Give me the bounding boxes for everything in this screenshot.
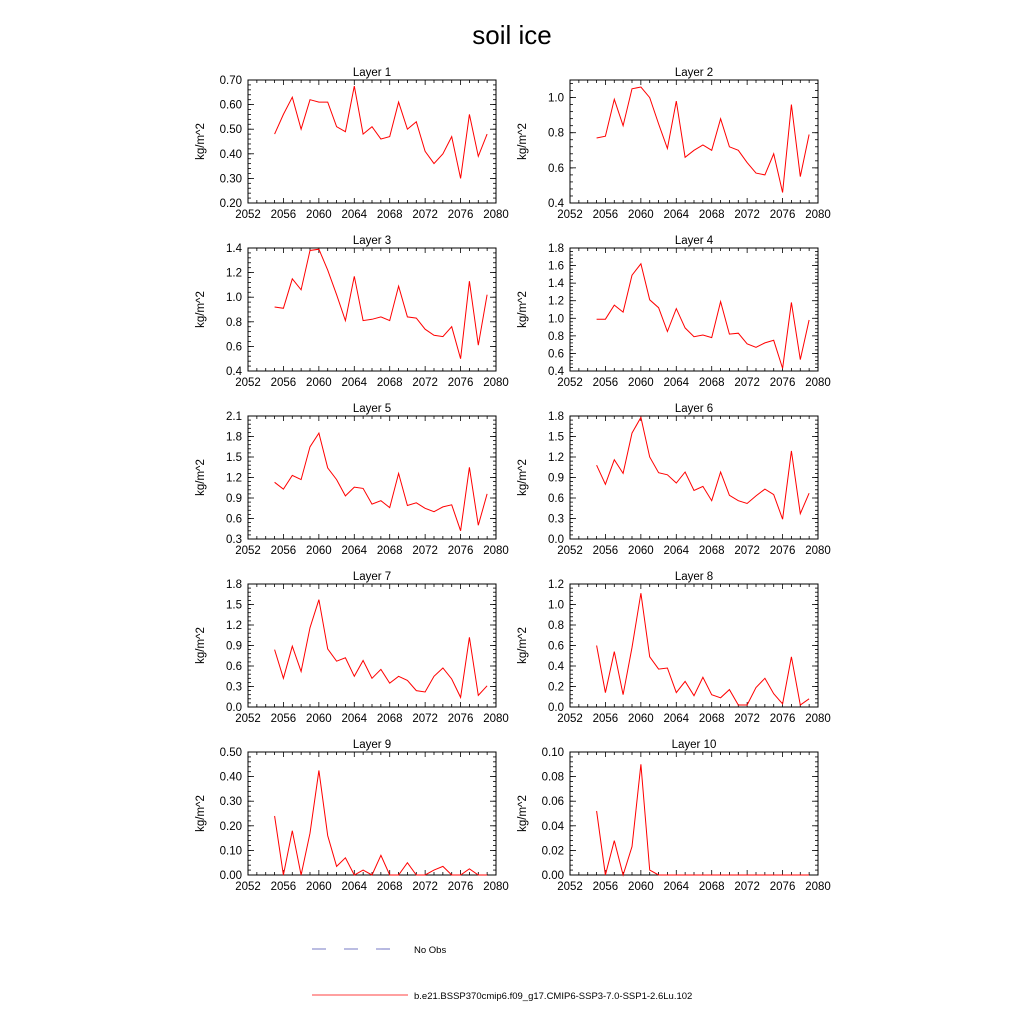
x-tick-label: 2056 bbox=[592, 209, 619, 221]
panel-layer-4 bbox=[517, 235, 831, 389]
y-tick-label: 0.6 bbox=[226, 661, 242, 673]
y-axis-label: kg/m^2 bbox=[195, 123, 207, 160]
y-tick-label: 0.6 bbox=[548, 640, 564, 653]
y-axis-label: kg/m^2 bbox=[195, 627, 207, 664]
y-tick-label: 0.0 bbox=[226, 702, 242, 714]
y-tick-label: 0.8 bbox=[548, 330, 564, 343]
legend-obs-label: No Obs bbox=[414, 945, 447, 956]
x-tick-label: 2072 bbox=[412, 377, 438, 389]
y-tick-label: 0.4 bbox=[548, 198, 564, 210]
x-tick-label: 2080 bbox=[483, 377, 509, 389]
y-axis-label: kg/m^2 bbox=[195, 291, 207, 328]
panel-layer-3 bbox=[195, 235, 509, 389]
x-tick-label: 2072 bbox=[734, 881, 760, 893]
y-tick-label: 1.2 bbox=[548, 295, 564, 308]
panels-group bbox=[195, 67, 831, 893]
panel-title: Layer 7 bbox=[352, 571, 392, 583]
y-tick-label: 0.60 bbox=[219, 99, 242, 112]
y-tick-label: 0.70 bbox=[219, 75, 242, 87]
x-tick-label: 2052 bbox=[557, 209, 583, 221]
x-tick-label: 2056 bbox=[592, 545, 619, 557]
x-tick-label: 2076 bbox=[769, 545, 796, 557]
y-tick-label: 1.6 bbox=[548, 260, 564, 273]
panel-title: Layer 8 bbox=[674, 571, 714, 583]
y-axis-label: kg/m^2 bbox=[195, 795, 207, 832]
figure-title: soil ice bbox=[472, 20, 552, 50]
y-tick-label: 1.8 bbox=[548, 243, 564, 255]
x-tick-label: 2072 bbox=[734, 209, 760, 221]
plot-frame bbox=[248, 416, 496, 539]
y-tick-label: 0.20 bbox=[219, 198, 242, 210]
x-tick-label: 2060 bbox=[306, 881, 332, 893]
x-tick-label: 2076 bbox=[447, 209, 474, 221]
x-tick-label: 2060 bbox=[628, 881, 654, 893]
y-axis-label: kg/m^2 bbox=[517, 291, 529, 328]
series-line-layer-4 bbox=[597, 264, 810, 369]
y-tick-label: 0.4 bbox=[548, 661, 564, 673]
panel-title: Layer 9 bbox=[352, 739, 392, 751]
x-tick-label: 2056 bbox=[592, 377, 619, 389]
series-line-layer-6 bbox=[597, 417, 810, 519]
x-tick-label: 2052 bbox=[235, 209, 261, 221]
y-axis-label: kg/m^2 bbox=[517, 795, 529, 832]
x-tick-label: 2064 bbox=[663, 713, 690, 725]
y-axis-label: kg/m^2 bbox=[517, 627, 529, 664]
y-tick-label: 0.3 bbox=[226, 681, 242, 694]
series-line-layer-5 bbox=[275, 433, 488, 531]
x-tick-label: 2076 bbox=[769, 377, 796, 389]
x-tick-label: 2072 bbox=[412, 713, 438, 725]
x-tick-label: 2068 bbox=[698, 209, 725, 221]
y-tick-label: 1.2 bbox=[548, 452, 564, 464]
x-tick-label: 2060 bbox=[306, 209, 332, 221]
panel-layer-2 bbox=[517, 67, 831, 221]
x-tick-label: 2064 bbox=[341, 713, 368, 725]
x-tick-label: 2060 bbox=[306, 545, 332, 557]
x-tick-label: 2052 bbox=[235, 881, 261, 893]
y-tick-label: 1.0 bbox=[548, 599, 564, 612]
panel-title: Layer 4 bbox=[674, 235, 714, 247]
x-tick-label: 2068 bbox=[376, 881, 403, 893]
panel-layer-10 bbox=[517, 739, 831, 893]
panel-layer-9 bbox=[195, 739, 509, 893]
x-tick-label: 2064 bbox=[341, 209, 368, 221]
y-tick-label: 1.2 bbox=[226, 267, 242, 280]
panel-title: Layer 5 bbox=[352, 403, 392, 415]
panel-title: Layer 6 bbox=[674, 403, 714, 415]
x-tick-label: 2072 bbox=[734, 713, 760, 725]
x-tick-label: 2068 bbox=[376, 377, 403, 389]
x-tick-label: 2080 bbox=[483, 713, 509, 725]
y-axis-label: kg/m^2 bbox=[195, 459, 207, 496]
y-tick-label: 0.3 bbox=[548, 513, 564, 526]
x-tick-label: 2072 bbox=[734, 545, 760, 557]
panel-title: Layer 10 bbox=[671, 739, 717, 751]
x-tick-label: 2072 bbox=[734, 377, 760, 389]
y-tick-label: 0.6 bbox=[226, 513, 242, 526]
y-tick-label: 0.30 bbox=[219, 173, 242, 186]
y-tick-label: 0.06 bbox=[541, 796, 564, 809]
x-tick-label: 2064 bbox=[341, 377, 368, 389]
panel-layer-7 bbox=[195, 571, 509, 725]
y-tick-label: 0.4 bbox=[548, 366, 564, 378]
x-tick-label: 2060 bbox=[306, 713, 332, 725]
y-tick-label: 0.6 bbox=[226, 341, 242, 354]
panel-layer-6 bbox=[517, 403, 831, 557]
x-tick-label: 2060 bbox=[306, 377, 332, 389]
series-line-layer-3 bbox=[275, 249, 488, 359]
plot-frame bbox=[248, 80, 496, 203]
x-tick-label: 2080 bbox=[483, 881, 509, 893]
x-tick-label: 2060 bbox=[628, 377, 654, 389]
y-tick-label: 0.04 bbox=[541, 820, 564, 833]
series-line-layer-10 bbox=[597, 764, 810, 875]
y-tick-label: 0.4 bbox=[226, 366, 242, 378]
x-tick-label: 2076 bbox=[769, 713, 796, 725]
x-tick-label: 2056 bbox=[592, 881, 619, 893]
x-tick-label: 2080 bbox=[805, 713, 831, 725]
y-tick-label: 1.8 bbox=[226, 579, 242, 591]
x-tick-label: 2064 bbox=[341, 545, 368, 557]
x-tick-label: 2076 bbox=[769, 881, 796, 893]
y-tick-label: 1.2 bbox=[226, 472, 242, 485]
x-tick-label: 2068 bbox=[698, 377, 725, 389]
x-tick-label: 2068 bbox=[376, 545, 403, 557]
x-tick-label: 2064 bbox=[341, 881, 368, 893]
y-tick-label: 0.6 bbox=[548, 348, 564, 361]
y-tick-label: 0.0 bbox=[548, 534, 564, 546]
y-tick-label: 1.0 bbox=[226, 292, 242, 305]
x-tick-label: 2052 bbox=[235, 713, 261, 725]
x-tick-label: 2056 bbox=[270, 545, 297, 557]
y-tick-label: 0.02 bbox=[541, 845, 564, 858]
y-tick-label: 0.8 bbox=[548, 620, 564, 632]
series-line-layer-1 bbox=[275, 86, 488, 178]
series-line-layer-7 bbox=[275, 600, 488, 698]
x-tick-label: 2072 bbox=[412, 881, 438, 893]
panel-title: Layer 3 bbox=[352, 235, 392, 247]
x-tick-label: 2056 bbox=[270, 209, 297, 221]
x-tick-label: 2056 bbox=[270, 713, 297, 725]
panel-layer-8 bbox=[517, 571, 831, 725]
x-tick-label: 2064 bbox=[663, 881, 690, 893]
y-tick-label: 0.10 bbox=[219, 845, 242, 858]
x-tick-label: 2060 bbox=[628, 545, 654, 557]
y-tick-label: 1.2 bbox=[548, 579, 564, 591]
x-tick-label: 2056 bbox=[270, 377, 297, 389]
legend-model-label: b.e21.BSSP370cmip6.f09_g17.CMIP6-SSP3-7.0-SSP1-2.6Lu.102 bbox=[414, 991, 693, 1002]
y-tick-label: 0.00 bbox=[541, 870, 564, 882]
plot-frame bbox=[248, 752, 496, 875]
y-tick-label: 1.8 bbox=[226, 431, 242, 444]
y-axis-label: kg/m^2 bbox=[517, 459, 529, 496]
y-tick-label: 0.9 bbox=[548, 472, 564, 485]
y-tick-label: 1.2 bbox=[226, 620, 242, 632]
x-tick-label: 2056 bbox=[592, 713, 619, 725]
x-tick-label: 2072 bbox=[412, 545, 438, 557]
y-tick-label: 0.9 bbox=[226, 493, 242, 505]
series-line-layer-2 bbox=[597, 87, 810, 193]
y-tick-label: 0.00 bbox=[219, 870, 242, 882]
x-tick-label: 2064 bbox=[663, 545, 690, 557]
plot-frame bbox=[248, 584, 496, 707]
y-axis-label: kg/m^2 bbox=[517, 123, 529, 160]
y-tick-label: 0.6 bbox=[548, 162, 564, 175]
y-tick-label: 1.5 bbox=[226, 599, 242, 612]
x-tick-label: 2076 bbox=[769, 209, 796, 221]
series-line-layer-9 bbox=[275, 771, 488, 876]
x-tick-label: 2052 bbox=[557, 881, 583, 893]
x-tick-label: 2052 bbox=[557, 545, 583, 557]
plot-frame bbox=[570, 416, 818, 539]
y-tick-label: 0.40 bbox=[219, 771, 242, 784]
y-tick-label: 0.2 bbox=[548, 681, 564, 694]
y-tick-label: 0.3 bbox=[226, 534, 242, 546]
y-tick-label: 0.50 bbox=[219, 124, 242, 137]
x-tick-label: 2068 bbox=[698, 713, 725, 725]
x-tick-label: 2060 bbox=[628, 209, 654, 221]
x-tick-label: 2052 bbox=[557, 377, 583, 389]
x-tick-label: 2056 bbox=[270, 881, 297, 893]
panel-layer-1 bbox=[195, 67, 509, 221]
x-tick-label: 2080 bbox=[805, 881, 831, 893]
x-tick-label: 2080 bbox=[483, 545, 509, 557]
series-line-layer-8 bbox=[597, 593, 810, 705]
x-tick-label: 2052 bbox=[235, 377, 261, 389]
y-tick-label: 0.40 bbox=[219, 148, 242, 161]
plot-frame bbox=[570, 248, 818, 371]
x-tick-label: 2080 bbox=[483, 209, 509, 221]
y-tick-label: 1.5 bbox=[548, 431, 564, 444]
x-tick-label: 2080 bbox=[805, 545, 831, 557]
x-tick-label: 2072 bbox=[412, 209, 438, 221]
y-tick-label: 1.0 bbox=[548, 92, 564, 105]
legend bbox=[312, 945, 692, 1002]
panel-title: Layer 1 bbox=[352, 67, 392, 79]
y-tick-label: 1.4 bbox=[226, 243, 242, 255]
y-tick-label: 1.8 bbox=[548, 411, 564, 423]
y-tick-label: 1.4 bbox=[548, 278, 564, 291]
x-tick-label: 2068 bbox=[376, 209, 403, 221]
x-tick-label: 2064 bbox=[663, 377, 690, 389]
y-tick-label: 1.0 bbox=[548, 313, 564, 326]
y-tick-label: 0.9 bbox=[226, 640, 242, 653]
x-tick-label: 2076 bbox=[447, 713, 474, 725]
y-tick-label: 0.10 bbox=[541, 747, 564, 759]
y-tick-label: 1.5 bbox=[226, 452, 242, 464]
panel-title: Layer 2 bbox=[674, 67, 714, 79]
x-tick-label: 2052 bbox=[557, 713, 583, 725]
x-tick-label: 2080 bbox=[805, 209, 831, 221]
y-tick-label: 0.8 bbox=[548, 127, 564, 140]
x-tick-label: 2080 bbox=[805, 377, 831, 389]
y-tick-label: 0.30 bbox=[219, 796, 242, 809]
x-tick-label: 2068 bbox=[698, 545, 725, 557]
x-tick-label: 2060 bbox=[628, 713, 654, 725]
plot-frame bbox=[570, 752, 818, 875]
x-tick-label: 2076 bbox=[447, 545, 474, 557]
panel-layer-5 bbox=[195, 403, 509, 557]
y-tick-label: 0.20 bbox=[219, 820, 242, 833]
x-tick-label: 2076 bbox=[447, 377, 474, 389]
x-tick-label: 2068 bbox=[376, 713, 403, 725]
y-tick-label: 0.8 bbox=[226, 316, 242, 329]
x-tick-label: 2076 bbox=[447, 881, 474, 893]
plot-frame bbox=[570, 584, 818, 707]
y-tick-label: 0.50 bbox=[219, 747, 242, 759]
y-tick-label: 0.08 bbox=[541, 771, 564, 784]
x-tick-label: 2052 bbox=[235, 545, 261, 557]
x-tick-label: 2068 bbox=[698, 881, 725, 893]
x-tick-label: 2064 bbox=[663, 209, 690, 221]
y-tick-label: 2.1 bbox=[226, 411, 242, 423]
y-tick-label: 0.0 bbox=[548, 702, 564, 714]
y-tick-label: 0.6 bbox=[548, 493, 564, 505]
